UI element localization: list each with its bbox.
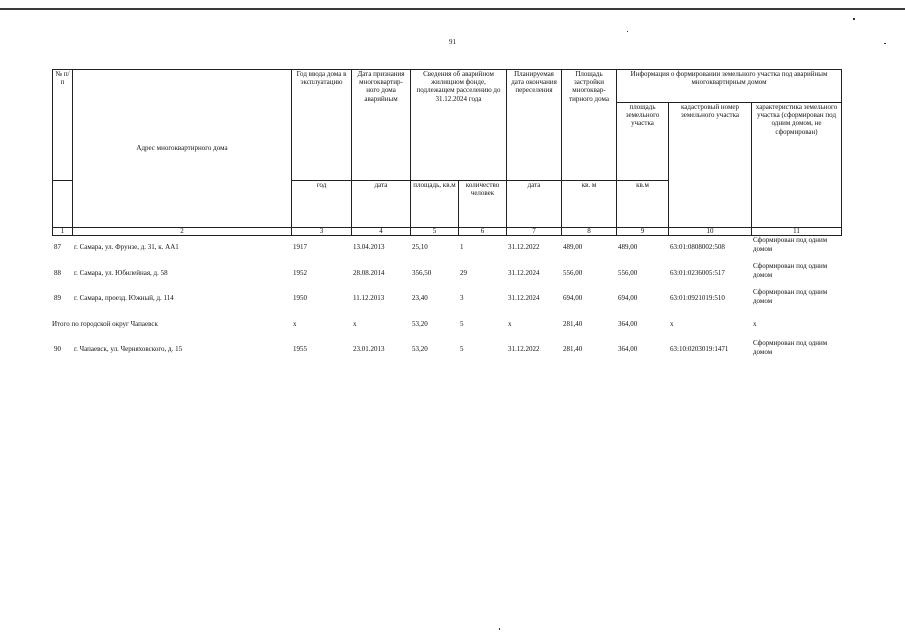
- subtotal-plan-date: х: [508, 320, 512, 328]
- col-number: 1: [53, 228, 73, 236]
- page-number: 91: [449, 38, 456, 46]
- header-num-blank: [53, 181, 73, 228]
- row-num: 89: [54, 294, 61, 302]
- col-number: 5: [411, 228, 459, 236]
- row-num: 88: [54, 269, 61, 277]
- row-built-area: 281,40: [563, 345, 583, 353]
- col-number: 3: [292, 228, 352, 236]
- subtotal-date: х: [353, 320, 357, 328]
- col-number: 2: [73, 228, 292, 236]
- row-land-char: Сформирован под одним домом: [753, 288, 828, 305]
- header-planned-end: Планируемая дата окончания переселения: [507, 70, 562, 181]
- row-year: 1952: [293, 269, 307, 277]
- row-built-area: 556,00: [563, 269, 583, 277]
- row-land-area: 489,00: [618, 243, 638, 251]
- row-people: 3: [460, 294, 464, 302]
- header-cadastral: кадастровый номер земельного участка: [669, 103, 752, 228]
- scan-edge-line: [0, 8, 905, 10]
- unit-year: год: [292, 181, 352, 228]
- row-date: 13.04.2013: [353, 243, 385, 251]
- scan-speck: [853, 18, 855, 20]
- unit-area: площадь, кв.м: [411, 181, 459, 228]
- scan-speck: [627, 31, 628, 32]
- row-address: г. Самара, ул. Фрунзе, д. 31, к. АА1: [74, 243, 179, 251]
- unit-plan-date: дата: [507, 181, 562, 228]
- row-land-area: 556,00: [618, 269, 638, 277]
- row-people: 1: [460, 243, 464, 251]
- col-number: 6: [459, 228, 507, 236]
- row-plan-date: 31.12.2022: [508, 243, 540, 251]
- row-land-char: Сформирован под одним домом: [753, 262, 828, 279]
- row-area: 53,20: [412, 345, 428, 353]
- row-year: 1955: [293, 345, 307, 353]
- table-row: [52, 336, 841, 362]
- row-cadastral: 63:01:0236005:517: [670, 269, 725, 277]
- row-cadastral: 63:10:0203019:1471: [670, 345, 729, 353]
- col-number: 10: [669, 228, 752, 236]
- subtotal-row: [52, 314, 841, 336]
- col-number: 7: [507, 228, 562, 236]
- subtotal-built-area: 281,40: [563, 320, 583, 328]
- row-land-char: Сформирован под одним домом: [753, 339, 828, 356]
- table-row: [52, 236, 841, 262]
- row-year: 1950: [293, 294, 307, 302]
- row-num: 90: [54, 345, 61, 353]
- unit-sq-m-land: кв.м: [617, 181, 669, 228]
- subtotal-label: Итого по городской округ Чапаевск: [52, 320, 158, 328]
- header-land-char: характеристика земельного участка (сформирован под одним домом, не сформирован): [752, 103, 842, 228]
- header-num: № п/п: [53, 70, 73, 181]
- subtotal-people: 5: [460, 320, 464, 328]
- header-land-info: Информация о формировании земельного участка под аварийным многоквартирным домом: [617, 70, 842, 103]
- subtotal-land-char: х: [753, 320, 757, 328]
- unit-date: дата: [352, 181, 411, 228]
- row-built-area: 694,00: [563, 294, 583, 302]
- unit-people: количество человек: [459, 181, 507, 228]
- col-number: 4: [352, 228, 411, 236]
- row-date: 23.01.2013: [353, 345, 385, 353]
- subtotal-land-area: 364,00: [618, 320, 638, 328]
- col-number: 8: [562, 228, 617, 236]
- header-land-area: площадь земельного участка: [617, 103, 669, 181]
- header-address: Адрес многоквартирного дома: [73, 70, 292, 228]
- row-land-char: Сформирован под одним домом: [753, 236, 828, 253]
- row-num: 87: [54, 243, 61, 251]
- row-cadastral: 63:01:0808002:508: [670, 243, 725, 251]
- row-area: 25,10: [412, 243, 428, 251]
- row-year: 1917: [293, 243, 307, 251]
- col-number: 9: [617, 228, 669, 236]
- table-row: [52, 288, 841, 314]
- row-people: 29: [460, 269, 467, 277]
- row-area: 356,50: [412, 269, 432, 277]
- subtotal-area: 53,20: [412, 320, 428, 328]
- row-area: 23,40: [412, 294, 428, 302]
- row-built-area: 489,00: [563, 243, 583, 251]
- row-cadastral: 63:01:0921019:510: [670, 294, 725, 302]
- emergency-housing-table-header: [52, 69, 842, 236]
- table-row: [52, 262, 841, 288]
- header-year-commission: Год ввода дома в эксплуатацию: [292, 70, 352, 181]
- subtotal-cadastral: х: [670, 320, 674, 328]
- row-land-area: 364,00: [618, 345, 638, 353]
- row-plan-date: 31.12.2022: [508, 345, 540, 353]
- col-number: 11: [752, 228, 842, 236]
- row-date: 28.08.2014: [353, 269, 385, 277]
- row-address: г. Самара, ул. Юбилейная, д. 58: [74, 269, 168, 277]
- emergency-housing-table-body: [52, 236, 841, 362]
- header-built-area: Площадь застройки многоквар-тирного дома: [562, 70, 617, 181]
- row-address: г. Чапаевск, ул. Черняховского, д. 15: [74, 345, 183, 353]
- row-plan-date: 31.12.2024: [508, 269, 540, 277]
- row-plan-date: 31.12.2024: [508, 294, 540, 302]
- subtotal-year: х: [293, 320, 297, 328]
- row-people: 5: [460, 345, 464, 353]
- header-emergency-fund: Сведения об аварийном жилищном фонде, подлежащем расселению до 31.12.2024 года: [411, 70, 507, 181]
- unit-sq-m: кв. м: [562, 181, 617, 228]
- row-date: 11.12.2013: [353, 294, 385, 302]
- header-date-recognition: Дата признания многоквартир-ного дома аварийным: [352, 70, 411, 181]
- row-land-area: 694,00: [618, 294, 638, 302]
- row-address: г. Самара, проезд. Южный, д. 114: [74, 294, 174, 302]
- scan-speck: [499, 628, 500, 630]
